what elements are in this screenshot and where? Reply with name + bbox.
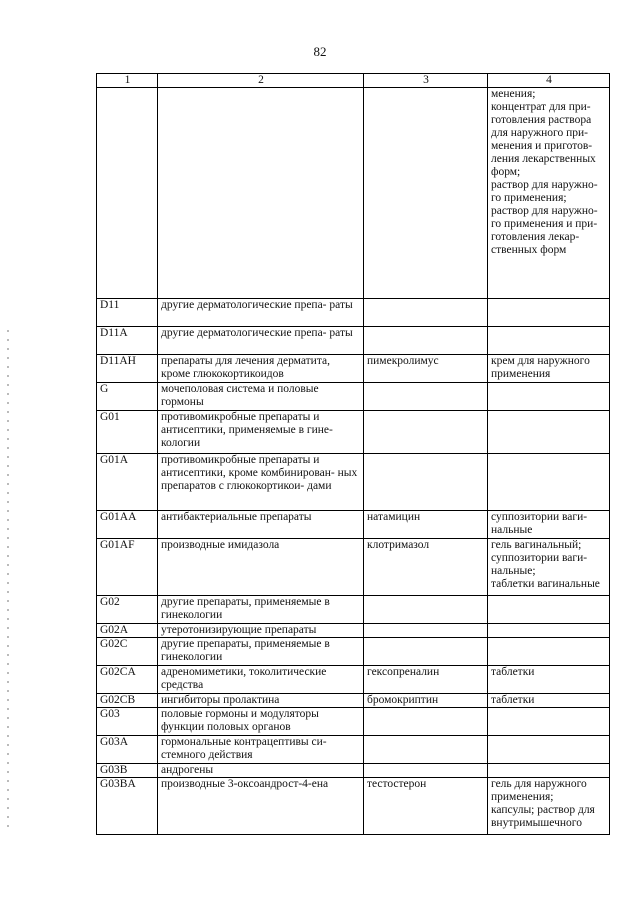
inn-cell: [364, 383, 488, 411]
dosage-forms-cell: [488, 454, 610, 511]
dosage-form-line: ственных форм: [491, 244, 567, 256]
inn-cell: [364, 638, 488, 666]
dosage-form-line: менения;: [491, 88, 536, 100]
dosage-form-line: крем для наружного: [491, 355, 590, 367]
dosage-form-line: концентрат для при-: [491, 101, 591, 113]
dosage-forms-cell: [488, 666, 610, 694]
table-row: [97, 355, 610, 383]
dosage-form-line: таблетки: [491, 666, 535, 678]
inn-cell: [364, 411, 488, 454]
group-name-cell: гормональные контрацептивы си- стемного действия: [158, 736, 364, 764]
inn-cell: [364, 736, 488, 764]
atc-code-cell: D11: [97, 299, 158, 327]
group-name-cell: противомикробные препараты и антисептики, применяемые в гине- кологии: [158, 411, 364, 454]
inn-cell: [364, 454, 488, 511]
dosage-forms-cell: [488, 383, 610, 411]
atc-code-cell: [97, 88, 158, 299]
dosage-form-line: го применения;: [491, 192, 567, 204]
inn-cell: [364, 624, 488, 638]
group-name-cell: [158, 88, 364, 299]
dosage-form-line: суппозитории ваги-: [491, 511, 588, 523]
inn-cell: [364, 708, 488, 736]
table-body: [97, 88, 610, 835]
table-row: [97, 638, 610, 666]
dosage-form-line: ления лекарственных: [491, 153, 596, 165]
dosage-forms-cell: [488, 764, 610, 778]
inn-cell: пимекролимус: [364, 355, 488, 383]
column-header-3: 3: [364, 74, 488, 88]
table-row: [97, 327, 610, 355]
table-row: [97, 383, 610, 411]
dosage-form-line: го применения и при-: [491, 218, 598, 230]
atc-code-cell: G01A: [97, 454, 158, 511]
dosage-form-line: нальные;: [491, 565, 536, 577]
dosage-forms-cell: [488, 694, 610, 708]
table-row: [97, 624, 610, 638]
dosage-forms-cell: [488, 299, 610, 327]
dosage-forms-cell: [488, 736, 610, 764]
atc-code-cell: G02C: [97, 638, 158, 666]
dosage-forms-cell: [488, 88, 610, 299]
dosage-form-line: таблетки: [491, 694, 535, 706]
dosage-forms-cell: [488, 708, 610, 736]
dosage-form-line: гель вагинальный;: [491, 539, 582, 551]
inn-cell: натамицин: [364, 511, 488, 539]
dosage-form-line: таблетки вагинальные: [491, 578, 600, 590]
dosage-forms-cell: [488, 596, 610, 624]
dosage-forms-cell: [488, 778, 610, 835]
atc-code-cell: D11A: [97, 327, 158, 355]
atc-code-cell: G03: [97, 708, 158, 736]
dosage-forms-cell: [488, 327, 610, 355]
dosage-form-line: применения: [491, 368, 551, 380]
table-row: [97, 694, 610, 708]
group-name-cell: ингибиторы пролактина: [158, 694, 364, 708]
table-row: [97, 666, 610, 694]
inn-cell: клотримазол: [364, 539, 488, 596]
atc-code-cell: D11AH: [97, 355, 158, 383]
inn-cell: [364, 299, 488, 327]
inn-cell: тестостерон: [364, 778, 488, 835]
atc-code-cell: G01: [97, 411, 158, 454]
column-header-2: 2: [158, 74, 364, 88]
inn-cell: [364, 764, 488, 778]
table-row: [97, 736, 610, 764]
group-name-cell: андрогены: [158, 764, 364, 778]
atc-code-cell: G: [97, 383, 158, 411]
column-header-1: 1: [97, 74, 158, 88]
table-row: [97, 708, 610, 736]
inn-cell: гексопреналин: [364, 666, 488, 694]
table-row: [97, 411, 610, 454]
table-header-row: [97, 74, 610, 88]
dosage-forms-cell: [488, 355, 610, 383]
dosage-form-line: внутримышечного: [491, 817, 582, 829]
group-name-cell: противомикробные препараты и антисептики, кроме комбинирован- ных препаратов с глюкокортикои- дами: [158, 454, 364, 511]
dosage-form-line: гель для наружного: [491, 778, 587, 790]
page-number: 82: [313, 44, 327, 59]
inn-cell: [364, 596, 488, 624]
atc-code-cell: G01AA: [97, 511, 158, 539]
dosage-form-line: нальные: [491, 524, 533, 536]
group-name-cell: утеротонизирующие препараты: [158, 624, 364, 638]
group-name-cell: препараты для лечения дерматита, кроме глюкокортикоидов: [158, 355, 364, 383]
group-name-cell: другие дерматологические препа- раты: [158, 299, 364, 327]
dosage-form-line: готовления лекар-: [491, 231, 580, 243]
atc-code-cell: G03BA: [97, 778, 158, 835]
scan-edge-marks: [7, 330, 9, 830]
dosage-form-line: применения;: [491, 791, 554, 803]
atc-code-cell: G03B: [97, 764, 158, 778]
dosage-form-line: раствор для наружно-: [491, 205, 598, 217]
table-row: [97, 539, 610, 596]
dosage-form-line: форм;: [491, 166, 521, 178]
dosage-forms-cell: [488, 638, 610, 666]
dosage-form-line: капсулы; раствор для: [491, 804, 595, 816]
group-name-cell: мочеполовая система и половые гормоны: [158, 383, 364, 411]
table-row: [97, 511, 610, 539]
atc-code-cell: G02CA: [97, 666, 158, 694]
dosage-form-line: для наружного при-: [491, 127, 589, 139]
column-header-4: 4: [488, 74, 610, 88]
dosage-form-line: готовления раствора: [491, 114, 592, 126]
dosage-form-line: менения и приготов-: [491, 140, 593, 152]
atc-code-cell: G03A: [97, 736, 158, 764]
table-row: [97, 88, 610, 299]
table-row: [97, 778, 610, 835]
group-name-cell: антибактериальные препараты: [158, 511, 364, 539]
atc-code-cell: G02CB: [97, 694, 158, 708]
group-name-cell: другие дерматологические препа- раты: [158, 327, 364, 355]
inn-cell: бромокриптин: [364, 694, 488, 708]
medicines-table: [96, 73, 610, 835]
group-name-cell: адреномиметики, токолитические средства: [158, 666, 364, 694]
atc-code-cell: G02: [97, 596, 158, 624]
group-name-cell: другие препараты, применяемые в гинекологии: [158, 596, 364, 624]
group-name-cell: производные 3-оксоандрост-4-ена: [158, 778, 364, 835]
dosage-form-line: суппозитории ваги-: [491, 552, 588, 564]
table-row: [97, 454, 610, 511]
table-row: [97, 299, 610, 327]
atc-code-cell: G02A: [97, 624, 158, 638]
dosage-forms-cell: [488, 539, 610, 596]
group-name-cell: производные имидазола: [158, 539, 364, 596]
inn-cell: [364, 327, 488, 355]
dosage-form-line: раствор для наружно-: [491, 179, 598, 191]
table-row: [97, 764, 610, 778]
inn-cell: [364, 88, 488, 299]
dosage-forms-cell: [488, 511, 610, 539]
group-name-cell: половые гормоны и модуляторы функции половых органов: [158, 708, 364, 736]
group-name-cell: другие препараты, применяемые в гинекологии: [158, 638, 364, 666]
atc-code-cell: G01AF: [97, 539, 158, 596]
dosage-forms-cell: [488, 411, 610, 454]
table-row: [97, 596, 610, 624]
dosage-forms-cell: [488, 624, 610, 638]
